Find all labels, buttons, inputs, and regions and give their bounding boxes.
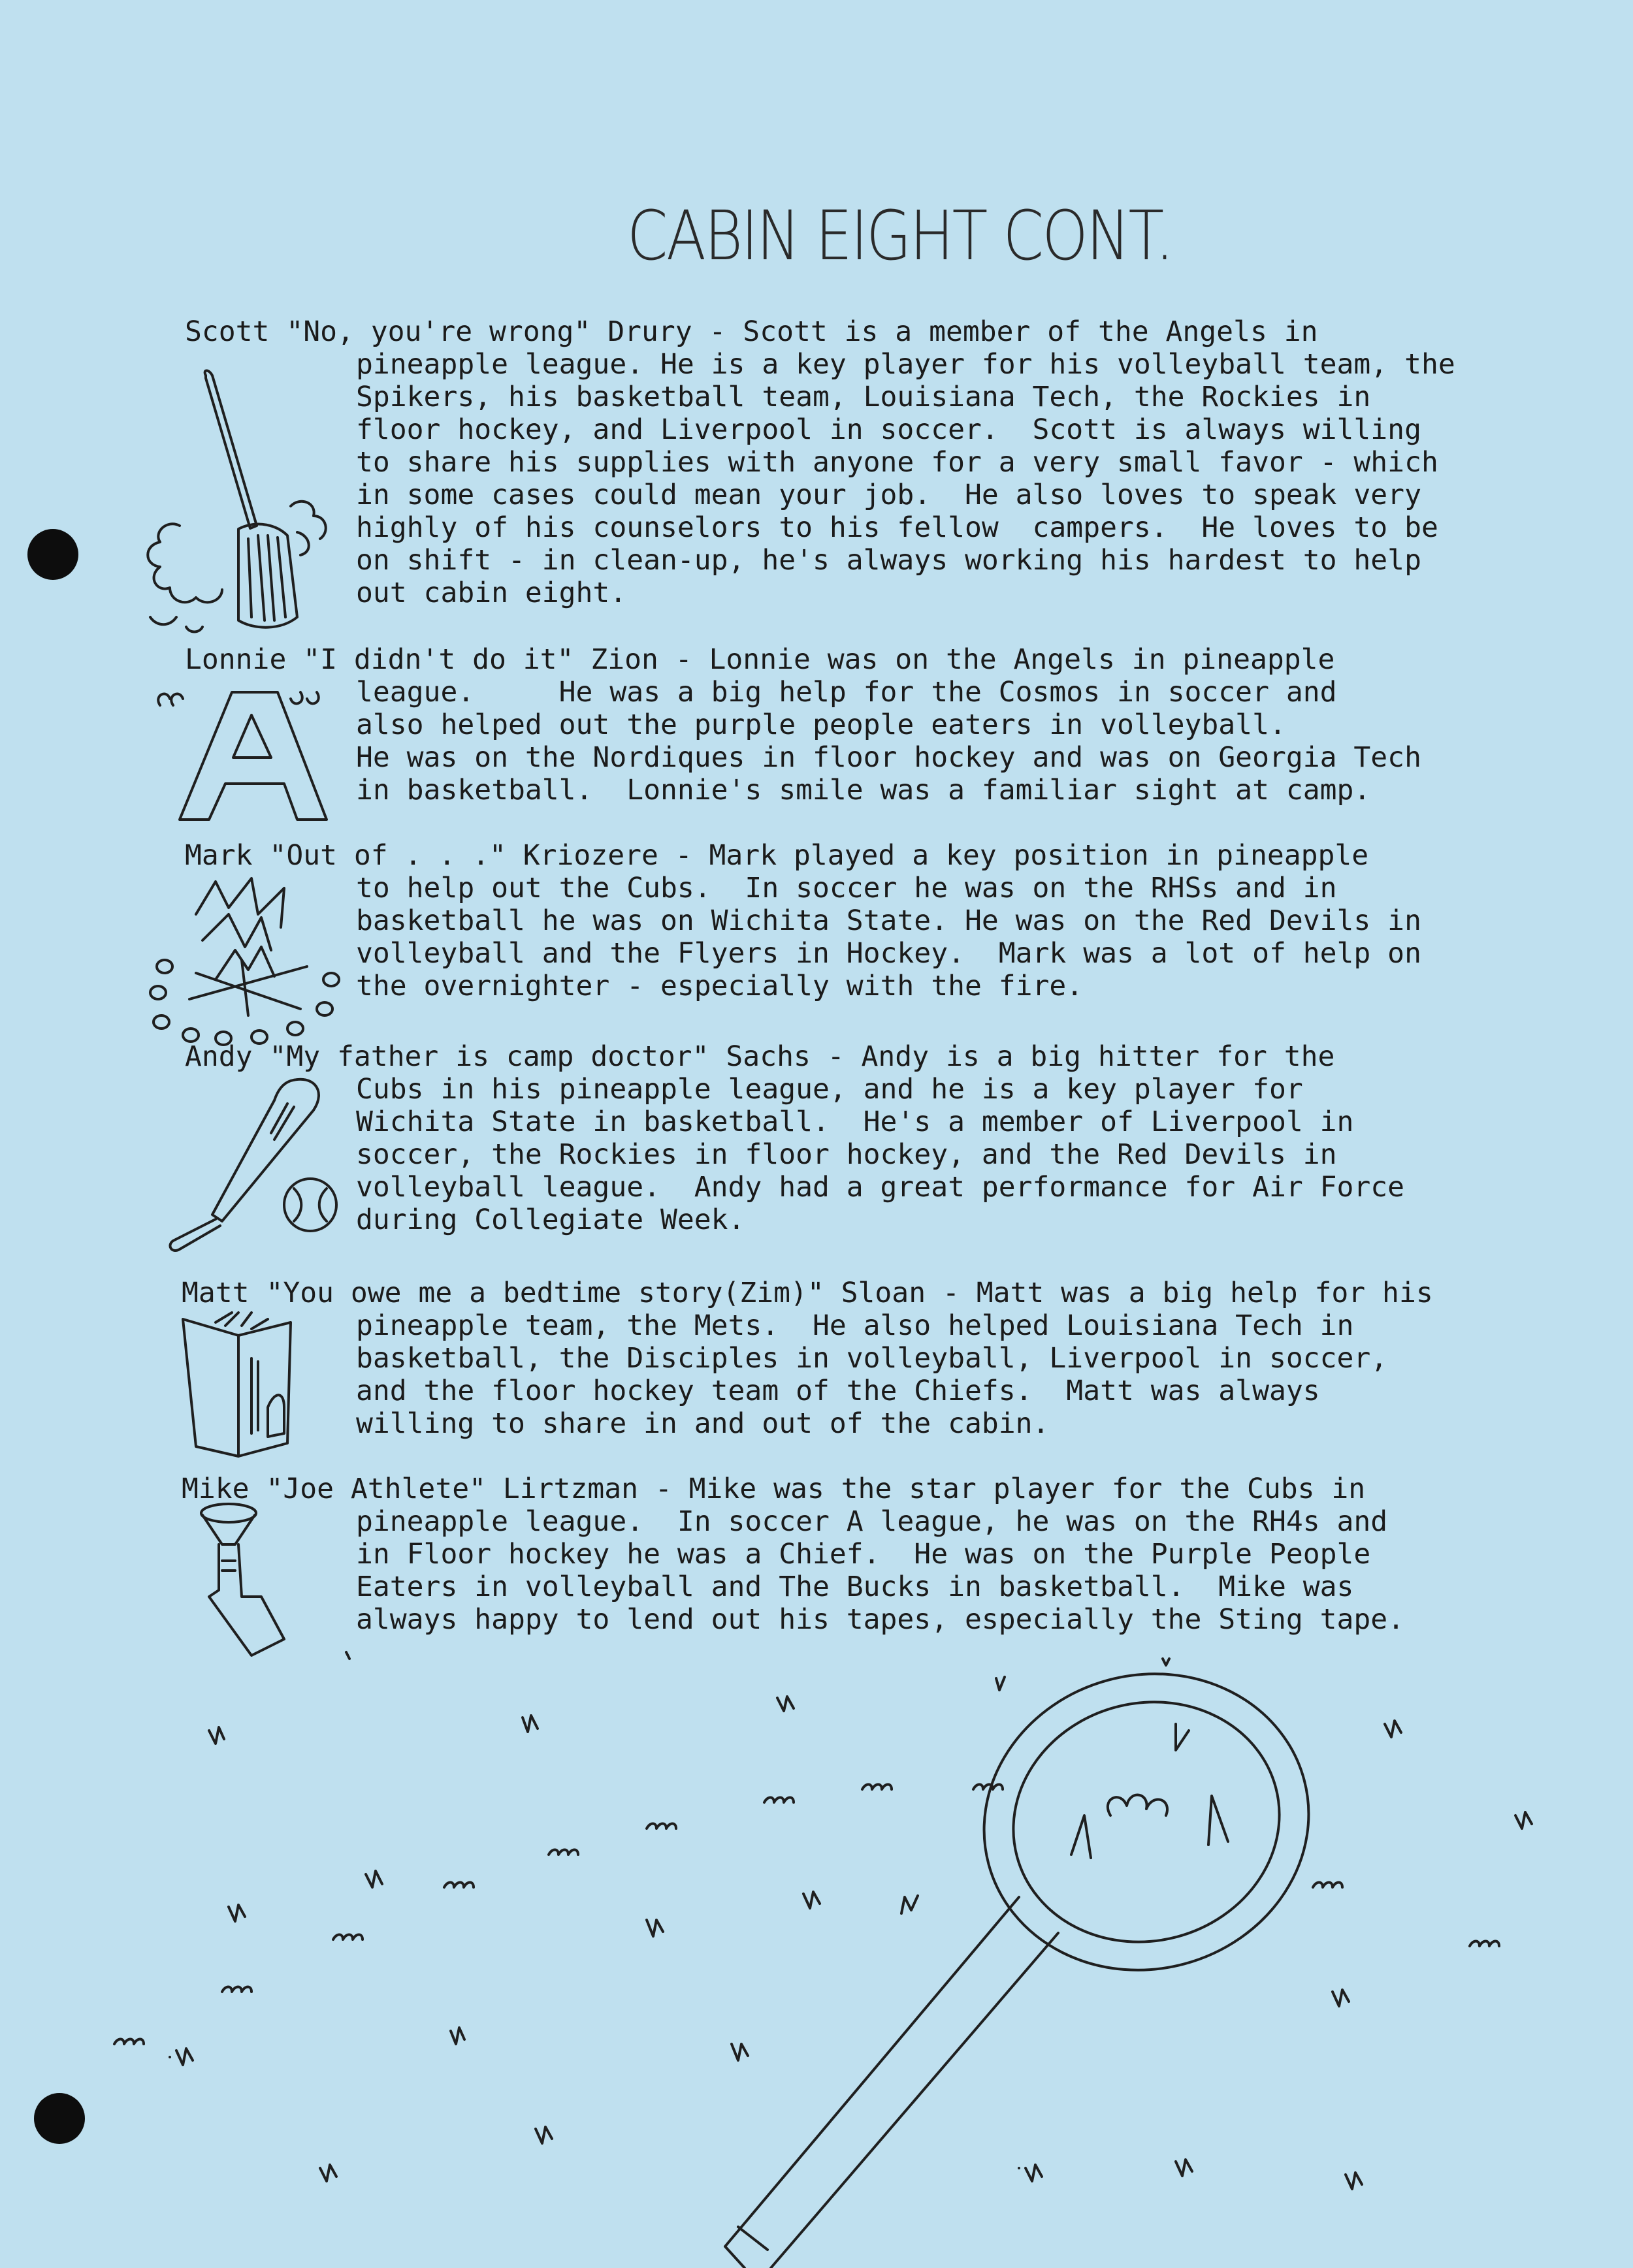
entry-line: highly of his counselors to his fellow campers. He loves to be <box>356 511 1438 544</box>
racket-and-grass-drawing <box>0 1646 1633 2268</box>
entry-line: on shift - in clean-up, he's always working his hardest to help <box>356 544 1421 577</box>
entry-line: Cubs in his pineapple league, and he is a key player for <box>356 1073 1303 1106</box>
entry-line: Wichita State in basketball. He's a member of Liverpool in <box>356 1106 1354 1138</box>
entry-line: He was on the Nordiques in floor hockey and was on Georgia Tech <box>356 741 1421 774</box>
entry-line: basketball, the Disciples in volleyball, Liverpool in soccer, <box>356 1342 1388 1375</box>
entry-line: soccer, the Rockies in floor hockey, and the Red Devils in <box>356 1138 1337 1171</box>
entry-line: pineapple league. He is a key player for his volleyball team, the <box>356 348 1455 381</box>
entry-line: Mike "Joe Athlete" Lirtzman - Mike was the star player for the Cubs in <box>182 1473 1366 1505</box>
entry-line: Mark "Out of . . ." Kriozere - Mark played a key position in pineapple <box>185 839 1369 872</box>
entry-line: basketball he was on Wichita State. He was on the Red Devils in <box>356 904 1421 937</box>
flashlight-icon <box>196 1499 300 1659</box>
entry-line: the overnighter - especially with the fire. <box>356 970 1084 1002</box>
page-title: CABIN EIGHT CONT. <box>627 196 1172 276</box>
entry-line: to share his supplies with anyone for a very small favor - which <box>356 446 1438 479</box>
entry-line: in some cases could mean your job. He also loves to speak very <box>356 479 1421 511</box>
entry-line: pineapple league. In soccer A league, he was on the RH4s and <box>356 1505 1388 1538</box>
entry-line: Eaters in volleyball and The Bucks in basketball. Mike was <box>356 1571 1354 1603</box>
entry-line: floor hockey, and Liverpool in soccer. Scott is always willing <box>356 413 1421 446</box>
entry-line: volleyball league. Andy had a great performance for Air Force <box>356 1171 1405 1204</box>
entry-line: to help out the Cubs. In soccer he was on the RHSs and in <box>356 872 1337 904</box>
entry-line: league. He was a big help for the Cosmos in soccer and <box>356 676 1337 709</box>
entry-line: willing to share in and out of the cabin. <box>356 1407 1050 1440</box>
book-icon <box>176 1309 300 1460</box>
entry-line: also helped out the purple people eaters in volleyball. <box>356 709 1286 741</box>
campfire-icon <box>144 869 353 1045</box>
entry-line: volleyball and the Flyers in Hockey. Mark was a lot of help on <box>356 937 1421 970</box>
entry-line: Andy "My father is camp doctor" Sachs - Andy is a big hitter for the <box>185 1040 1335 1073</box>
entry-line: Matt "You owe me a bedtime story(Zim)" Sloan - Matt was a big help for his <box>182 1277 1433 1309</box>
letter-a-icon <box>154 679 349 823</box>
entry-line: pineapple team, the Mets. He also helped Louisiana Tech in <box>356 1309 1354 1342</box>
entry-line: out cabin eight. <box>356 577 627 609</box>
broom-icon <box>140 369 349 643</box>
entry-line: always happy to lend out his tapes, especially the Sting tape. <box>356 1603 1405 1636</box>
bat-and-ball-icon <box>160 1074 349 1251</box>
entry-line: in Floor hockey he was a Chief. He was on the Purple People <box>356 1538 1371 1571</box>
entry-line: during Collegiate Week. <box>356 1204 745 1236</box>
entry-line: Scott "No, you're wrong" Drury - Scott is a member of the Angels in <box>185 315 1318 348</box>
entry-line: and the floor hockey team of the Chiefs. Matt was always <box>356 1375 1320 1407</box>
punch-hole-top <box>27 529 78 580</box>
entry-line: in basketball. Lonnie's smile was a familiar sight at camp. <box>356 774 1371 807</box>
entry-line: Lonnie "I didn't do it" Zion - Lonnie was on the Angels in pineapple <box>185 643 1335 676</box>
entry-line: Spikers, his basketball team, Louisiana Tech, the Rockies in <box>356 381 1371 413</box>
